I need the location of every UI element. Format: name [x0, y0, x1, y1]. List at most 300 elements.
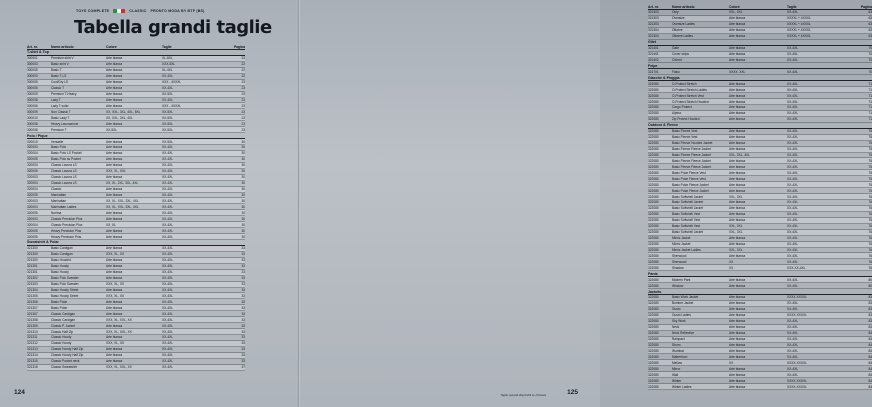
cell-name: Sky Work: [672, 319, 686, 324]
cell-sizes: XX-4XL: [787, 224, 798, 229]
cell-art: 322080: [648, 342, 659, 347]
section-label: Outdoor & Fleece: [648, 123, 678, 128]
cell-art: 322080: [648, 111, 659, 116]
cell-name: Basic Lady T: [51, 115, 70, 120]
cell-color: XX, XL, XXL, 3XL, 4XL: [106, 204, 139, 209]
cell-art: 320005: [27, 192, 38, 197]
cell-color: Arte bianca: [106, 335, 123, 340]
cell-sizes: XX-4XL: [162, 323, 173, 328]
cell-art: 321300: [27, 258, 38, 263]
cell-page: 75: [868, 176, 872, 181]
cell-page: 30: [241, 145, 245, 150]
cell-color: XXX, XL, XXL, XX: [106, 365, 132, 370]
cell-art: 322080: [648, 277, 659, 282]
cell-art: 322080: [648, 366, 659, 371]
cell-page: 33: [241, 287, 245, 292]
section-label: Jackets: [648, 289, 662, 294]
cell-name: Bomber Jacket: [672, 301, 694, 306]
cell-name: Classic P. Jacket: [51, 323, 75, 328]
cell-page: 33: [241, 258, 245, 263]
cell-color: XXL, 3XL: [729, 10, 743, 15]
cell-sizes: XX-4XL: [787, 81, 798, 86]
cell-page: 76: [868, 212, 872, 217]
cell-color: Arte bianca: [729, 342, 746, 347]
cell-color: Arte bianca: [106, 323, 123, 328]
cell-name: Oxford: [672, 57, 682, 62]
cell-page: 30: [241, 181, 245, 186]
cell-name: Basic Softshell Jacket: [672, 194, 704, 199]
cell-color: XX, XXL, 3XL, 4XL, 5XL: [106, 109, 141, 114]
cell-sizes: XX-4XL: [787, 307, 798, 312]
col-color: Colore: [106, 45, 117, 49]
cell-page: 30: [241, 222, 245, 227]
cell-art: 322080: [648, 87, 659, 92]
cell-page: 33: [241, 252, 245, 257]
cell-sizes: XX-4XL: [787, 87, 798, 92]
cell-name: Basic T: [51, 68, 62, 73]
cell-name: Basic Hoody Street: [51, 287, 79, 292]
col-art: Art. nr.: [648, 5, 659, 9]
cell-name: Classic T: [51, 86, 65, 91]
cell-name: Basic Softshell Vest: [672, 218, 700, 223]
cell-color: Arte bianca: [106, 359, 123, 364]
cell-name: O-Protect Stretch: [672, 81, 697, 86]
cell-name: Mirror: [672, 366, 681, 371]
cell-art: 320004: [27, 187, 38, 192]
col-sizes: Taglie: [787, 5, 797, 9]
cell-art: 322080: [648, 152, 659, 157]
cell-sizes: XX-4XL: [162, 234, 173, 239]
cell-page: 84: [868, 372, 872, 377]
cell-color: Arte bianca: [106, 228, 123, 233]
cell-name: Manhattan Ladies: [51, 204, 77, 209]
cell-art: 322080: [648, 319, 659, 324]
cell-art: 322080: [648, 117, 659, 122]
cell-sizes: XX-4XL: [787, 99, 798, 104]
cell-art: 321302: [27, 276, 38, 281]
cell-sizes: XX-4XL: [787, 366, 798, 371]
cell-page: 83: [868, 295, 872, 300]
cell-color: Arte bianca: [729, 170, 746, 175]
cell-art: 321304: [648, 34, 659, 39]
cell-name: Basic Polar Fleece Vest: [672, 176, 706, 181]
cell-color: Arte bianca: [729, 188, 746, 193]
cell-name: Classic Cardigan: [51, 317, 76, 322]
cell-color: Arte bianca: [729, 111, 746, 116]
cell-sizes: XX-4XL: [162, 276, 173, 281]
cell-color: Arte bianca: [729, 212, 746, 217]
cell-name: Gusto: [672, 307, 681, 312]
cell-color: Arte bianca: [729, 158, 746, 163]
cell-sizes: XX-4XL: [162, 293, 173, 298]
cell-name: Basic Polar Fleece Jacket: [672, 188, 709, 193]
cell-color: Arte bianca: [106, 246, 123, 251]
cell-page: 71: [868, 111, 872, 116]
cell-page: 33: [241, 329, 245, 334]
cell-color: Arte bianca: [106, 157, 123, 162]
cell-art: 321310: [27, 329, 38, 334]
cell-color: XXL, 3XL: [729, 230, 743, 235]
cell-art: 321303: [648, 16, 659, 21]
cell-page: 76: [868, 253, 872, 258]
cell-sizes: XX-4XL: [162, 97, 173, 102]
cell-page: 30: [241, 157, 245, 162]
cell-sizes: XX-4XL: [787, 152, 798, 157]
cell-sizes: XXXXL + 4XXXL: [787, 22, 811, 27]
cell-page: 33: [241, 305, 245, 310]
cell-color: Arte bianca: [729, 307, 746, 312]
cell-page: 71: [868, 93, 872, 98]
cell-color: Arte bianca: [729, 164, 746, 169]
cell-name: Basic Polar: [51, 305, 68, 310]
cell-page: 71: [868, 105, 872, 110]
cell-art: 322080: [648, 295, 659, 300]
cell-sizes: XX-5XL: [162, 92, 173, 97]
cell-name: Basic Polo Sweater: [51, 282, 79, 287]
cell-name: Gate: [672, 46, 679, 51]
cell-name: O-Protect Stretch Ladies: [672, 87, 707, 92]
cell-art: 321303: [648, 22, 659, 27]
cell-sizes: XX-4XL: [787, 283, 798, 288]
cell-sizes: XX-4XL: [162, 175, 173, 180]
cell-color: Arte bianca: [729, 99, 746, 104]
cell-page: 84: [868, 342, 872, 347]
cell-art: 321316: [27, 365, 38, 370]
cell-color: Arte bianca: [729, 16, 746, 21]
cell-name: Winter Ladies: [672, 384, 692, 389]
cell-sizes: XXXX-XXXXL: [787, 360, 807, 365]
cell-sizes: XX-4XL: [787, 69, 798, 74]
cell-sizes: XX-4XL: [787, 57, 798, 62]
cell-sizes: XX-5XL: [162, 139, 173, 144]
cell-sizes: XX-4XL: [787, 337, 798, 342]
cell-name: Basic Polo LS Pocket: [51, 151, 82, 156]
cell-color: Arte bianca: [729, 331, 746, 336]
cell-color: Arte bianca: [106, 311, 123, 316]
cell-page: 84: [868, 348, 872, 353]
cell-page: 76: [868, 200, 872, 205]
cell-page: 23: [241, 121, 245, 126]
section-label: Polo / Pique: [27, 133, 48, 138]
cell-name: Neck: [672, 325, 680, 330]
cell-sizes: XX-4XL: [162, 335, 173, 340]
cell-page: 33: [241, 335, 245, 340]
cell-art: 322080: [648, 313, 659, 318]
cell-color: Arte bianca: [106, 62, 123, 67]
cell-sizes: XX-4XL: [787, 212, 798, 217]
cell-color: Arte bianca: [106, 210, 123, 215]
cell-page: 71: [868, 87, 872, 92]
cell-color: Arte bianca: [729, 105, 746, 110]
cell-art: 321305: [27, 293, 38, 298]
cell-art: 322080: [648, 158, 659, 163]
cell-name: Window: [672, 283, 684, 288]
cell-color: XXL, 3XL: [729, 224, 743, 229]
cell-sizes: XX-5XL: [162, 115, 173, 120]
cell-color: Arte bianca: [106, 97, 123, 102]
cell-art: 322080: [648, 129, 659, 134]
cell-art: 322080: [648, 105, 659, 110]
cell-art: 320010: [27, 139, 38, 144]
cell-name: Oversize: [672, 16, 685, 21]
cell-name: Classic Precision Plus: [51, 216, 83, 221]
cell-color: XXX, XL, XX: [106, 341, 125, 346]
cell-sizes: XX-4XL: [162, 192, 173, 197]
cell-sizes: XX-4XL: [787, 331, 798, 336]
size-table-right: [648, 4, 872, 390]
cell-name: Winter: [672, 378, 682, 383]
cell-color: Arte bianca: [729, 295, 746, 300]
cell-page: 75: [868, 188, 872, 193]
cell-sizes: XX-4XL: [787, 188, 798, 193]
section-label: Sweatshirt & Polar: [27, 240, 59, 245]
cell-name: Alpina: [672, 111, 681, 116]
cell-color: Arte bianca: [729, 176, 746, 181]
cell-name: Mimic Jacket Ladies: [672, 247, 701, 252]
cell-page: 22: [241, 68, 245, 73]
col-color: Colore: [729, 5, 740, 9]
cell-name: Ooly: [672, 10, 679, 15]
cell-name: Classic Precision Plus: [51, 222, 83, 227]
cell-art: 321306: [27, 299, 38, 304]
cell-art: 320004: [27, 222, 38, 227]
cell-art: 320004: [27, 151, 38, 156]
cell-color: Arte bianca: [729, 218, 746, 223]
section-label: Pants: [648, 271, 658, 276]
cell-sizes: XX-4XL: [162, 305, 173, 310]
cell-art: 322080: [648, 236, 659, 241]
cell-name: Cool/Dry LS: [51, 80, 69, 85]
cell-name: Gusto Ladies: [672, 313, 691, 318]
cell-name: Ottobre Ladies: [672, 34, 693, 39]
cell-name: Classic Lavora LS: [51, 175, 77, 180]
cell-sizes: XX-4XL: [162, 210, 173, 215]
cell-name: Classic Half Zip: [51, 329, 74, 334]
cell-art: 322080: [648, 354, 659, 359]
cell-page: 22: [241, 62, 245, 67]
cell-page: 75: [868, 141, 872, 146]
cell-name: Classic Hoody Half Zip: [51, 347, 84, 352]
cell-name: O-Protect Stretch Vest: [672, 93, 704, 98]
cell-name: Basic Softshell Jacket: [672, 200, 704, 205]
left-page: [0, 0, 299, 407]
cell-sizes: XX-4XL: [787, 259, 798, 264]
cell-sizes: XL-5XL: [162, 56, 173, 61]
cell-art: 322080: [648, 218, 659, 223]
cell-page: 76: [868, 206, 872, 211]
cell-name: Versatile: [51, 139, 64, 144]
cell-page: 33: [241, 270, 245, 275]
cell-page: 70: [868, 57, 872, 62]
cell-page: 84: [868, 360, 872, 365]
cell-sizes: XX-4XL: [787, 194, 798, 199]
cell-sizes: XX-4XL: [787, 230, 798, 235]
cell-art: 322080: [648, 301, 659, 306]
cell-color: XX, XL, 2XL, 3XL, 4XL: [106, 181, 139, 186]
cell-art: 321309: [27, 323, 38, 328]
cell-color: Arte bianca: [106, 86, 123, 91]
cell-page: 75: [868, 170, 872, 175]
cell-art: 322080: [648, 81, 659, 86]
section-label: T-shirt & Top: [27, 50, 49, 55]
cell-art: 300008: [27, 127, 38, 132]
cell-art: 320004: [27, 163, 38, 168]
cell-art: 321314: [27, 353, 38, 358]
cell-sizes: XX-4XL: [162, 264, 173, 269]
cell-art: 320005: [27, 210, 38, 215]
cell-art: 321308: [27, 317, 38, 322]
cell-sizes: XX-4XL: [162, 353, 173, 358]
cell-page: 33: [241, 347, 245, 352]
cell-page: 76: [868, 247, 872, 252]
cell-name: Classic: [51, 187, 62, 192]
cell-name: Classic Cardigan: [51, 311, 76, 316]
col-art: Art. nr.: [27, 45, 38, 49]
cell-page: 33: [241, 276, 245, 281]
cell-page: 84: [868, 331, 872, 336]
cell-sizes: XX-4XL: [162, 157, 173, 162]
cell-name: Basic Work Jacket: [672, 295, 699, 300]
cell-name: Basic Polar Fleece Vest: [672, 170, 706, 175]
cell-sizes: XX-4XL: [787, 93, 798, 98]
cell-art: 322080: [648, 182, 659, 187]
cell-name: Manhattan: [51, 198, 67, 203]
cell-color: Arte bianca: [729, 313, 746, 318]
cell-art: 322080: [648, 348, 659, 353]
cell-color: Arte bianca: [729, 372, 746, 377]
cell-page: 33: [241, 293, 245, 298]
cell-page: 30: [241, 175, 245, 180]
cell-art: 321312: [27, 341, 38, 346]
cell-page: 83: [868, 301, 872, 306]
cell-page: 76: [868, 242, 872, 247]
cell-art: 322080: [648, 384, 659, 389]
table-row: [648, 384, 872, 390]
cell-color: Arte bianca: [106, 264, 123, 269]
cell-name: Basic Hoody: [51, 270, 69, 275]
cell-name: Non Classic T: [51, 109, 71, 114]
cell-color: Arte bianca: [729, 141, 746, 146]
cell-color: Arte bianca: [106, 163, 123, 168]
cell-name: Classic Lavora LS: [51, 169, 77, 174]
cell-color: Arte bianca: [106, 216, 123, 221]
cell-art: 322080: [648, 164, 659, 169]
cell-sizes: XX-4XL: [787, 158, 798, 163]
cell-sizes: XX-4XL: [787, 111, 798, 116]
cell-color: Arte bianca: [729, 52, 746, 57]
cell-art: 300008: [27, 121, 38, 126]
cell-sizes: XX-4XL: [787, 52, 798, 57]
cell-page: 33: [241, 264, 245, 269]
cell-page: 70: [868, 52, 872, 57]
cell-name: Basic Cardigan: [51, 246, 73, 251]
cell-sizes: XX-4XL: [162, 299, 173, 304]
cell-sizes: XX-4XL: [162, 145, 173, 150]
cell-sizes: XX-5XL: [162, 109, 173, 114]
cell-color: Arte bianca: [106, 56, 123, 61]
cell-sizes: XX-4XL: [787, 342, 798, 347]
cell-name: Neck Reflective: [672, 331, 695, 336]
cell-art: 321701: [648, 69, 659, 74]
cell-color: Arte bianca: [106, 270, 123, 275]
cell-art: 322080: [648, 200, 659, 205]
cell-art: 300009: [27, 109, 38, 114]
cell-page: 70: [868, 69, 872, 74]
cell-page: 63: [868, 28, 872, 33]
cell-page: 33: [241, 359, 245, 364]
cell-color: Arte bianca: [106, 234, 123, 239]
cell-sizes: XXXX-XXXXL: [787, 313, 807, 318]
cell-color: XX, XL, XXL, 3XL, 4XL: [106, 198, 139, 203]
cell-sizes: XXX - 4XXXL: [162, 103, 182, 108]
cell-name: Premium T: [51, 127, 67, 132]
cell-art: 320005: [27, 234, 38, 239]
cell-color: Arte bianca: [729, 117, 746, 122]
cell-page: 23: [241, 127, 245, 132]
cell-art: 320005: [27, 157, 38, 162]
cell-art: 322080: [648, 372, 659, 377]
cell-name: O-Protect Stretch Hooded: [672, 99, 709, 104]
cell-name: Classic Pocket neck: [51, 359, 80, 364]
cell-sizes: XX-4XL: [787, 242, 798, 247]
cell-color: Arte bianca: [106, 305, 123, 310]
cell-color: Arte bianca: [106, 192, 123, 197]
cell-name: Mimic Jacket: [672, 242, 691, 247]
cell-page: 23: [241, 103, 245, 108]
cell-page: 30: [241, 139, 245, 144]
cell-color: Arte bianca: [729, 182, 746, 187]
cell-page: 76: [868, 265, 872, 270]
cell-page: 84: [868, 366, 872, 371]
cell-art: 322080: [648, 247, 659, 252]
cell-color: Arte bianca: [106, 287, 123, 292]
cell-color: Arte bianca: [106, 139, 123, 144]
cell-sizes: XXXXL + 4XXXL: [787, 16, 811, 21]
section-label: Gilet: [648, 40, 656, 45]
cell-name: Falco: [672, 69, 680, 74]
cell-page: 30: [241, 204, 245, 209]
section-label: Giacche & Pioggia: [648, 75, 680, 80]
cell-name: Cargo Protect: [672, 105, 692, 110]
cell-color: Arte bianca: [106, 276, 123, 281]
cell-name: Premium T-Heavy: [51, 92, 77, 97]
cell-name: Basic Cardigan: [51, 252, 73, 257]
cell-sizes: XX-4XL: [787, 164, 798, 169]
cell-color: Arte bianca: [106, 353, 123, 358]
cell-page: 23: [241, 80, 245, 85]
cell-art: 322080: [648, 307, 659, 312]
cell-art: 300006: [27, 103, 38, 108]
cell-art: 321401: [648, 46, 659, 51]
cell-color: Arte bianca: [729, 348, 746, 353]
cell-color: Arte bianca: [729, 135, 746, 140]
cell-sizes: XX-4XL: [162, 258, 173, 263]
brand-bar: [76, 9, 205, 13]
cell-sizes: XX-4XL: [787, 176, 798, 181]
cell-page: 84: [868, 378, 872, 383]
cell-sizes: XXXX-XXXXL: [787, 295, 807, 300]
cell-name: Basic Softshell Vest: [672, 212, 700, 217]
cell-art: 322080: [648, 147, 659, 152]
col-page: Pagina: [233, 45, 245, 49]
cell-sizes: XX-4XL: [787, 147, 798, 152]
cell-color: XXX, XL, XX: [106, 282, 125, 287]
cell-art: 322080: [648, 224, 659, 229]
cell-page: 70: [868, 46, 872, 51]
cell-art: 300005: [27, 86, 38, 91]
cell-color: XXL, 3XL: [729, 194, 743, 199]
cell-color: XXX, XL, XXL: [106, 169, 126, 174]
